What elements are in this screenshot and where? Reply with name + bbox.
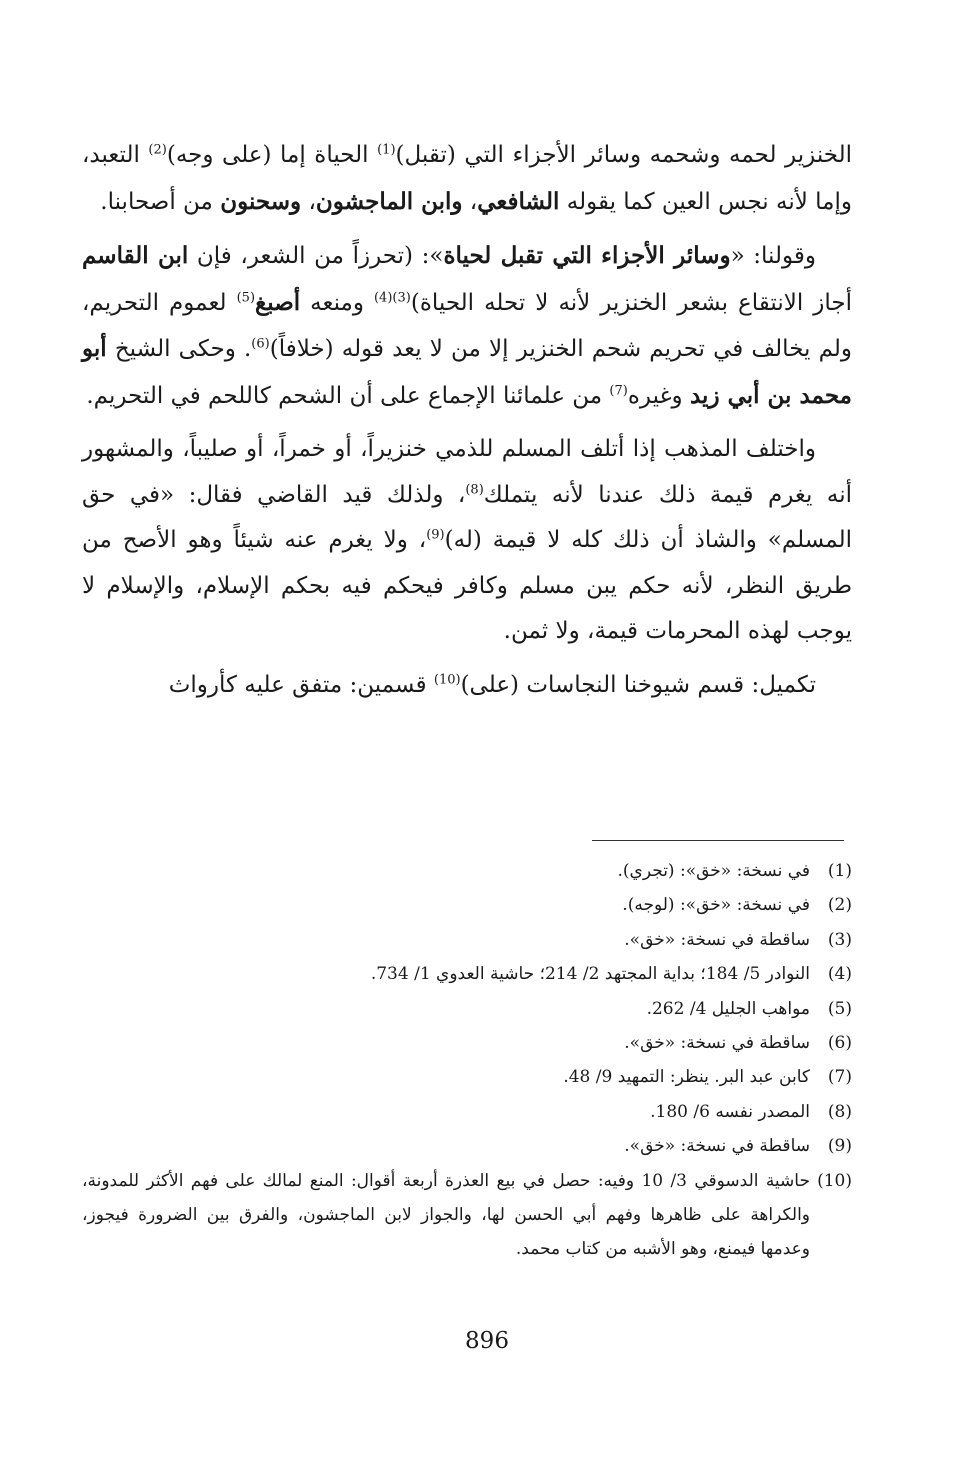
footnote <box>82 992 852 1026</box>
text: وقولنا: « <box>730 243 816 269</box>
footnote-text: النوادر 5/ 184؛ بداية المجتهد 2/ 214؛ حاشية العدوي 1/ 734. <box>370 964 810 985</box>
bold-name: ابن القاسم <box>82 242 189 269</box>
footnote-text: ساقطة في نسخة: «خق». <box>624 929 810 950</box>
bold-name: وابن الماجشون <box>315 187 463 215</box>
footnote-number: (4) <box>827 964 852 985</box>
footnote-ref: (6) <box>251 336 270 352</box>
footnote-ref: (9) <box>426 527 445 543</box>
footnote-text: مواهب الجليل 4/ 262. <box>646 998 810 1019</box>
footnote-text: في نسخة: «خق»: (تجري). <box>617 861 810 881</box>
paragraph-3 <box>82 427 852 655</box>
footnote-number: (5) <box>827 998 852 1019</box>
text: تكميل: قسم شيوخنا النجاسات (على) <box>460 671 816 698</box>
text: وغيره <box>627 382 690 409</box>
footnote-ref: (3)(4) <box>373 289 411 305</box>
footnote-text: ساقطة في نسخة: «خق». <box>624 1033 810 1054</box>
footnote-ref: (2) <box>148 142 167 158</box>
footnote-divider <box>592 840 844 841</box>
bold-phrase: وسائر الأجزاء التي تقبل لحياة <box>443 242 731 269</box>
text: من علمائنا الإجماع على أن الشحم كاللحم في التحريم. <box>86 382 610 409</box>
text: الخنزير لحمه وشحمه وسائر الأجزاء التي (تقبل) <box>395 142 853 168</box>
text: الحياة إما (على وجه) <box>166 142 378 168</box>
footnote <box>82 1026 852 1060</box>
text: ومنعه <box>300 289 374 316</box>
text: أجاز الانتقاع بشعر الخنزير لأنه لا تحله الحياة) <box>410 289 852 316</box>
text: ، <box>301 188 316 215</box>
footnote-ref: (1) <box>377 142 396 158</box>
footnote-text: في نسخة: «خق»: (لوجه). <box>622 895 810 916</box>
footnote-ref: (5) <box>236 289 256 305</box>
text: ، ولذلك قيد القاضي فقال: «في حق المسلم» والشاذ أن ذلك كله لا قيمة (له) <box>82 481 852 553</box>
text: ، ولا يغرم عنه شيئاً وهو الأصح من طريق النظر، لأنه حكم يبن مسلم وكافر فيحكم فيه بحكم الإسلام، والإسلام لا يوجب لهذه المحرمات قيمة، ولا ثمن. <box>82 527 852 644</box>
paragraph-2 <box>82 233 852 419</box>
page-number: 896 <box>465 1328 509 1354</box>
text: . وحكى الشيخ <box>106 336 252 362</box>
footnote-text: كابن عبد البر. ينظر: التمهيد 9/ 48. <box>563 1067 810 1088</box>
text: من أصحابنا. <box>100 188 221 215</box>
footnotes <box>82 854 852 1267</box>
footnote-number: (2) <box>827 895 852 916</box>
text: »: (تحرزاً من الشعر، فإن <box>188 243 444 269</box>
bold-name: الشافعي <box>477 187 560 215</box>
footnote-ref: (10) <box>433 671 461 687</box>
footnote-number: (1) <box>827 861 852 881</box>
footnote-number: (3) <box>827 929 852 950</box>
footnote-text: حاشية الدسوقي 3/ 10 وفيه: حصل في بيع العذرة أربعة أقوال: المنع لمالك على فهم الأكثر للمدونة، والكراهة على ظاهرها وفهم أبي الحسن لها، والجواز لابن الماجشون، والفرق بين الضرورة فيجوز، وعدمها فيمنع، وهو الأشبه من كتاب محمد. <box>82 1170 810 1260</box>
footnote <box>82 923 852 957</box>
footnote <box>82 957 852 991</box>
paragraph-1 <box>82 133 852 225</box>
footnote <box>82 1095 852 1129</box>
footnote <box>82 1164 852 1267</box>
bold-name: وسحنون <box>220 187 302 215</box>
footnote-text: المصدر نفسه 6/ 180. <box>650 1101 810 1122</box>
text: واختلف المذهب إذا أتلف المسلم للذمي خنزيراً، أو خمراً، أو صليباً، والمشهور أنه يغرم قيمة ذلك عندنا لأنه يتملك <box>82 436 852 508</box>
text: قسمين: متفق عليه كأرواث <box>168 671 434 698</box>
footnote-number: (8) <box>827 1101 852 1122</box>
text: التعبد، وإما لأنه نجس العين كما يقوله <box>82 142 852 215</box>
bold-name: أصبغ <box>255 288 301 316</box>
text: لعموم التحريم، ولم يخالف في تحريم شحم الخنزير إلا من لا يعد قوله (خلافاً) <box>82 289 852 362</box>
footnote-number: (10) <box>817 1170 852 1191</box>
footnote-ref: (8) <box>465 481 484 497</box>
paragraph-4 <box>82 663 852 709</box>
text: ، <box>462 188 478 215</box>
footnote-ref: (7) <box>609 382 628 398</box>
footnote-number: (6) <box>827 1033 852 1054</box>
footnote-number: (9) <box>827 1136 852 1157</box>
footnote-text: ساقطة في نسخة: «خق». <box>624 1136 810 1157</box>
footnote-number: (7) <box>827 1067 852 1088</box>
footnote <box>82 1129 852 1163</box>
footnote <box>82 854 852 888</box>
footnote <box>82 1060 852 1094</box>
footnote <box>82 888 852 922</box>
main-text <box>82 133 852 716</box>
bold-name: أبو محمد بن أبي زيد <box>82 335 852 409</box>
